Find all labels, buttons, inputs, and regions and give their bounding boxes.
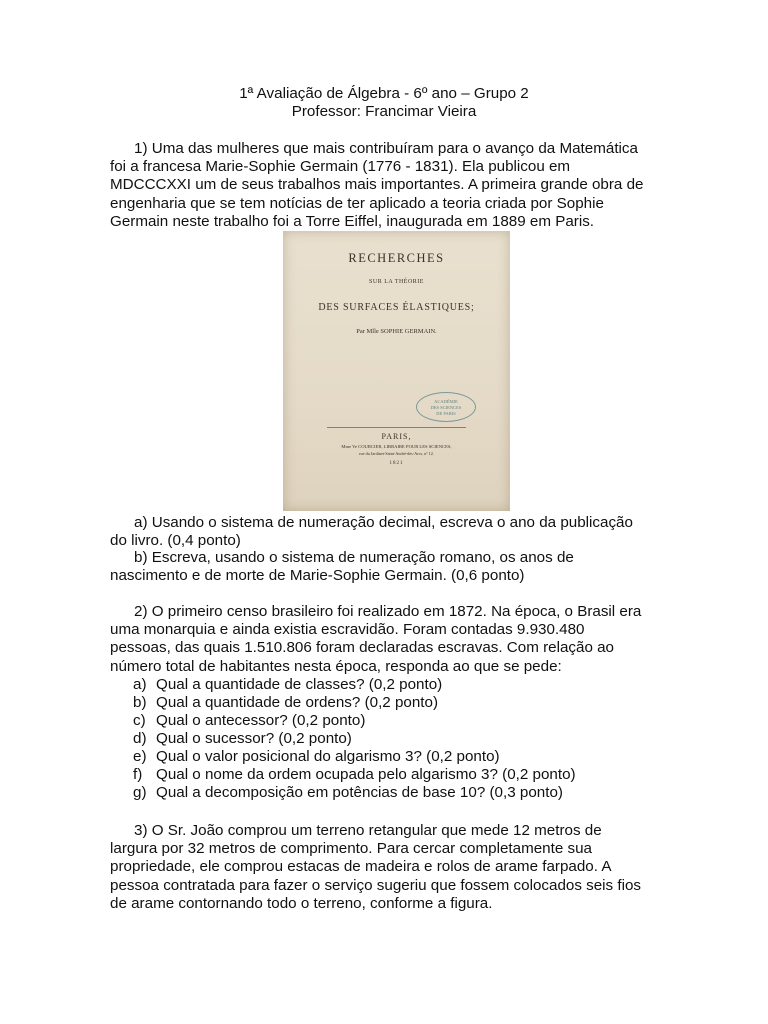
question-2-text	[110, 603, 665, 676]
question-2-line: pessoas, das quais 1.510.806 foram declaradas escravas. Com relação ao	[110, 639, 615, 657]
question-2-item	[133, 676, 442, 694]
book-cover-image	[283, 231, 510, 511]
question-1-line: MDCCCXXI um de seus trabalhos mais importantes. A primeira grande obra de	[110, 176, 644, 194]
cover-year: 1821	[389, 461, 404, 466]
item-a-line: a) Usando o sistema de numeração decimal, escreva o ano da publicação	[134, 514, 633, 531]
question-3-line: propriedade, ele comprou estacas de madeira e rolos de arame farpado. A	[110, 858, 612, 876]
question-2-item	[133, 694, 438, 712]
item-text: Qual a quantidade de ordens? (0,2 ponto)	[156, 694, 439, 711]
question-3-line: 3) O Sr. João comprou um terreno retangular que mede 12 metros de	[134, 822, 602, 839]
question-2-item	[133, 712, 365, 730]
question-3-line: pessoa contratada para fazer o serviço sugeriu que fossem colocados seis fios	[110, 876, 642, 894]
exam-title: 1ª Avaliação de Álgebra - 6º ano – Grupo 2	[239, 85, 529, 102]
question-2-item	[133, 748, 500, 766]
item-text: Qual a decomposição em potências de base 10? (0,3 ponto)	[156, 784, 563, 801]
item-text: Qual o nome da ordem ocupada pelo algarismo 3? (0,2 ponto)	[156, 766, 576, 783]
item-marker: c)	[133, 712, 146, 729]
cover-subject: DES SURFACES ÉLASTIQUES;	[318, 302, 475, 313]
cover-city: PARIS,	[381, 432, 412, 441]
cover-rule	[327, 427, 466, 428]
question-3-line: largura por 32 metros de comprimento. Para cercar completamente sua	[110, 840, 593, 858]
stamp-line: DE PARIS	[436, 411, 456, 416]
question-2-item	[133, 730, 352, 748]
item-marker: d)	[133, 730, 147, 747]
question-3-text	[110, 822, 665, 913]
question-2-line: 2) O primeiro censo brasileiro foi realizado em 1872. Na época, o Brasil era	[134, 603, 642, 620]
question-1-line: foi a francesa Marie-Sophie Germain (1776 - 1831). Ela publicou em	[110, 158, 571, 176]
cover-publisher: Mme Ve COURCIER, LIBRAIRE POUR LES SCIENCES,	[341, 444, 452, 449]
stamp-line: DES SCIENCES	[430, 405, 462, 410]
question-1-line: engenharia que se tem notícias de ter aplicado a teoria criada por Sophie	[110, 194, 604, 212]
question-2-line: número total de habitantes nesta época, responda ao que se pede:	[110, 657, 562, 675]
question-2-line: uma monarquia e ainda existia escravidão. Foram contadas 9.930.480	[110, 621, 585, 639]
item-marker: b)	[133, 694, 147, 711]
question-1-item-a	[110, 514, 665, 550]
item-text: Qual o antecessor? (0,2 ponto)	[156, 712, 366, 729]
item-marker: e)	[133, 748, 147, 765]
item-marker: f)	[133, 766, 143, 783]
item-marker: g)	[133, 784, 147, 801]
professor-line: Professor: Francimar Vieira	[291, 103, 477, 120]
library-stamp	[416, 392, 476, 422]
question-1-line: Germain neste trabalho foi a Torre Eiffel, inaugurada em 1889 em Paris.	[110, 212, 595, 230]
question-1-item-b	[110, 549, 665, 585]
question-1-line: 1) Uma das mulheres que mais contribuíram para o avanço da Matemática	[134, 140, 638, 157]
cover-subtitle: SUR LA THÉORIE	[369, 279, 424, 285]
question-1-text	[110, 140, 665, 231]
item-a-line: do livro. (0,4 ponto)	[110, 532, 241, 550]
item-marker: a)	[133, 676, 147, 693]
item-b-line: b) Escreva, usando o sistema de numeração romano, os anos de	[134, 549, 574, 566]
item-text: Qual o valor posicional do algarismo 3? (0,2 ponto)	[156, 748, 500, 765]
cover-address: rue du Jardinet-Saint-André-des-Arcs, nº 12.	[359, 451, 434, 456]
stamp-line: ACADÉMIE	[434, 399, 458, 404]
item-b-line: nascimento e de morte de Marie-Sophie Germain. (0,6 ponto)	[110, 567, 525, 585]
item-text: Qual a quantidade de classes? (0,2 ponto)	[156, 676, 443, 693]
cover-title: RECHERCHES	[348, 251, 445, 265]
question-3-line: de arame contornando todo o terreno, conforme a figura.	[110, 894, 493, 912]
question-2-item	[133, 784, 563, 802]
item-text: Qual o sucessor? (0,2 ponto)	[156, 730, 352, 747]
question-2-item	[133, 766, 576, 784]
cover-author: Par Mlle SOPHIE GERMAIN.	[356, 328, 437, 335]
